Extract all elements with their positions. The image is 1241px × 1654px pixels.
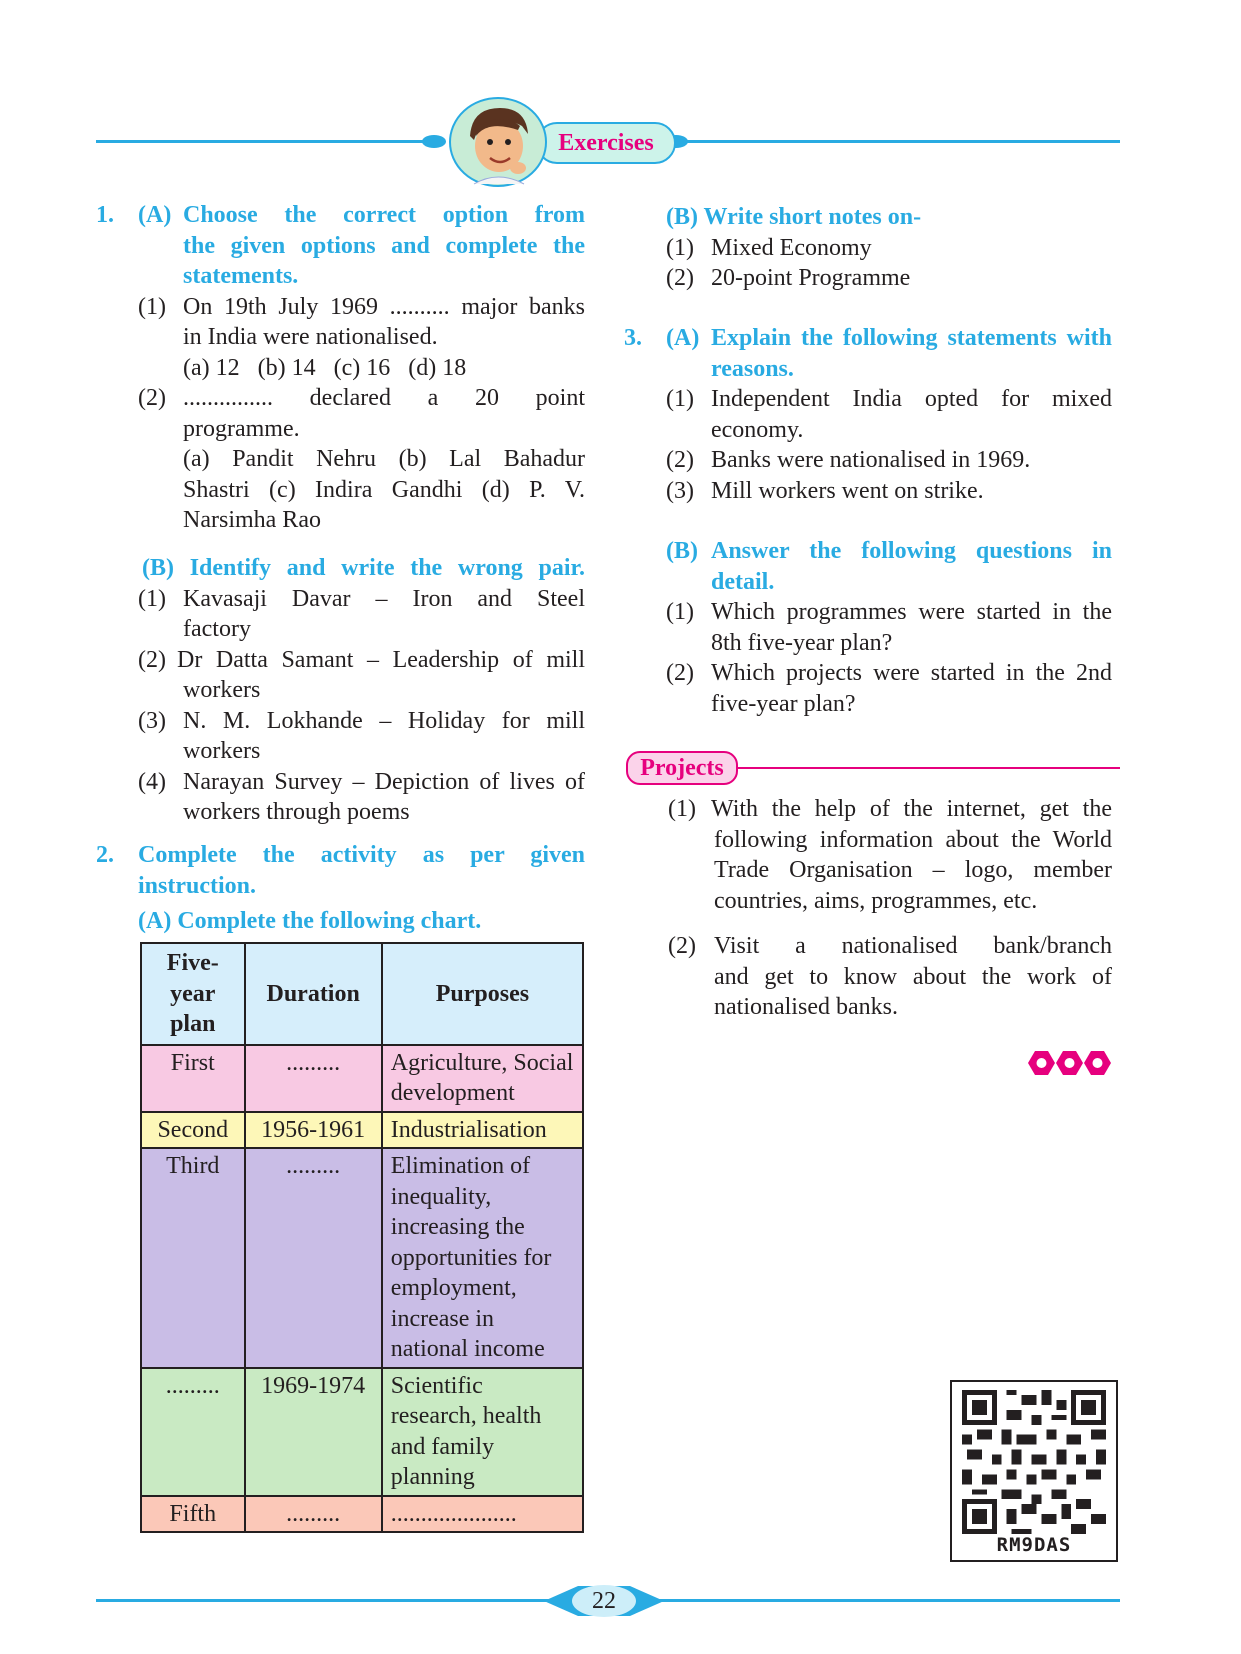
q2-line-2: instruction.: [138, 872, 257, 899]
q1b-item-3-line-2: workers: [183, 738, 261, 764]
q1-item-2-line-4: Shastri (c) Indira Gandhi (d) P. V.: [183, 476, 585, 503]
q1b-heading: (B) Identify and write the wrong pair.: [142, 555, 585, 581]
purpose-cell: Industrialisation: [382, 1112, 583, 1149]
q1-item-1-line-2: in India were nationalised.: [183, 324, 438, 350]
project-1-line-3: Trade Organisation – logo, member: [714, 857, 1112, 883]
plan-cell: .........: [141, 1368, 245, 1496]
purpose-cell: Elimination of inequality, increasing the opportunities for employment, increase in national income: [382, 1148, 583, 1368]
q1-item-2-line-1: ............... declared a 20 point: [183, 385, 585, 411]
q1b-item-3-number: (3): [138, 707, 166, 734]
q3a-item-1-line-2: economy.: [711, 416, 804, 443]
q2b-item-1-text: Mixed Economy: [711, 234, 872, 261]
project-1-line-1: With the help of the internet, get the: [711, 796, 1112, 822]
q1-item-2-line-3: (a) Pandit Nehru (b) Lal Bahadur: [183, 446, 585, 472]
q3b-line-1: Answer the following questions in: [711, 538, 1112, 564]
footer-rule-right: [650, 1599, 1120, 1602]
purpose-cell: Agriculture, Social development: [382, 1045, 583, 1112]
qr-code[interactable]: [950, 1380, 1118, 1562]
q3a-item-1-line-1: Independent India opted for mixed: [711, 386, 1112, 412]
plan-cell: Fifth: [141, 1496, 245, 1533]
q1b-item-4-number: (4): [138, 768, 166, 795]
plan-cell: Second: [141, 1112, 245, 1149]
table-row: [141, 1112, 583, 1149]
page-number: 22: [592, 1588, 616, 1614]
q1-item-2-line-2: programme.: [183, 415, 300, 442]
q1-item-2-line-5: Narsimha Rao: [183, 507, 321, 533]
q1-item-1-options: (a) 12 (b) 14 (c) 16 (d) 18: [183, 354, 467, 381]
q1b-item-2-number: (2): [138, 646, 166, 673]
table-header-row: [141, 943, 583, 1045]
q3b-item-1-line-1: Which programmes were started in the: [711, 599, 1112, 625]
project-2-line-1: Visit a nationalised bank/branch: [714, 933, 1112, 959]
q3b-item-2-line-1: Which projects were started in the 2nd: [711, 660, 1112, 686]
q3b-item-2-number: (2): [666, 660, 694, 686]
header-rule-right: [680, 140, 1120, 143]
duration-cell: 1969-1974: [245, 1368, 382, 1496]
q1b-item-1-line-1: Kavasaji Davar – Iron and Steel: [183, 585, 585, 612]
q3-number: 3.: [624, 325, 642, 351]
q3a-label: (A): [666, 325, 700, 351]
purpose-cell: Scientific research, health and family planning: [382, 1368, 583, 1496]
q1b-item-1-line-2: factory: [183, 616, 251, 642]
q3a-line-1: Explain the following statements with: [711, 325, 1112, 351]
q2-number: 2.: [96, 842, 114, 868]
q2b-item-2-number: (2): [666, 265, 694, 291]
q1b-item-4-line-2: workers through poems: [183, 799, 410, 825]
project-1-number: (1): [668, 796, 696, 822]
q1a-line-3: statements.: [183, 263, 299, 289]
q1b-item-1-number: (1): [138, 585, 166, 612]
q1b-item-3-line-1: N. M. Lokhande – Holiday for mill: [183, 707, 585, 734]
duration-cell: 1956-1961: [245, 1112, 382, 1149]
duration-cell: .........: [245, 1045, 382, 1112]
project-2-line-2: and get to know about the work of: [714, 963, 1112, 990]
q1b-item-4-line-1: Narayan Survey – Depiction of lives of: [183, 768, 585, 795]
header-rule-left: [96, 140, 426, 143]
q3b-item-1-number: (1): [666, 599, 694, 625]
q3a-item-2-line-1: Banks were nationalised in 1969.: [711, 447, 1031, 473]
q1b-item-2-line-2: workers: [183, 677, 261, 703]
projects-rule: [736, 767, 1120, 769]
plan-cell: First: [141, 1045, 245, 1112]
header-rule-end-left: [422, 135, 446, 148]
qr-code-label: RM9DAS: [996, 1534, 1072, 1556]
q3a-item-1-number: (1): [666, 386, 694, 412]
q1a-line-2: the given options and complete the: [183, 232, 585, 259]
q2b-heading: (B) Write short notes on-: [666, 204, 922, 230]
table-row: [141, 1045, 583, 1112]
q3a-item-2-number: (2): [666, 447, 694, 473]
project-1-line-2: following information about the World: [714, 826, 1112, 853]
qr-code-icon: [962, 1390, 1106, 1534]
boy-mascot-icon: [448, 96, 548, 188]
table-row: [141, 1148, 583, 1368]
q1-item-2-number: (2): [138, 385, 166, 411]
q1-item-1-number: (1): [138, 293, 166, 320]
exercises-badge: Exercises: [536, 122, 676, 164]
q3a-item-3-line-1: Mill workers went on strike.: [711, 477, 984, 504]
q1b-item-2-line-1: Dr Datta Samant – Leadership of mill: [177, 646, 585, 673]
q2-line-1: Complete the activity as per given: [138, 842, 585, 868]
q1-number: 1.: [96, 202, 114, 228]
q2b-item-1-number: (1): [666, 234, 694, 261]
footer-rule-left: [96, 1599, 558, 1602]
project-2-number: (2): [668, 933, 696, 959]
hexagon-ornament-icon: [1026, 1048, 1116, 1078]
duration-cell: .........: [245, 1496, 382, 1533]
q2a-heading: (A) Complete the following chart.: [138, 908, 482, 934]
q3b-item-1-line-2: 8th five-year plan?: [711, 629, 893, 656]
table-row: [141, 1496, 583, 1533]
q1-item-1-line-1: On 19th July 1969 .......... major banks: [183, 293, 585, 320]
five-year-plan-table: [140, 942, 584, 1533]
q3b-line-2: detail.: [711, 568, 775, 595]
projects-badge: Projects: [626, 751, 738, 785]
duration-cell: .........: [245, 1148, 382, 1368]
header-five-year-plan: Five-year plan: [141, 943, 245, 1045]
table-row: [141, 1368, 583, 1496]
project-1-line-4: countries, aims, programmes, etc.: [714, 887, 1038, 914]
q3a-line-2: reasons.: [711, 355, 794, 382]
purpose-cell: .....................: [382, 1496, 583, 1533]
q3b-item-2-line-2: five-year plan?: [711, 690, 856, 717]
project-2-line-3: nationalised banks.: [714, 994, 898, 1020]
q2b-item-2-text: 20-point Programme: [711, 265, 911, 291]
q1a-label: (A): [138, 202, 172, 228]
q3b-label: (B): [666, 538, 698, 564]
plan-cell: Third: [141, 1148, 245, 1368]
header-duration: Duration: [245, 943, 382, 1045]
header-purposes: Purposes: [382, 943, 583, 1045]
q1a-line-1: Choose the correct option from: [183, 202, 585, 228]
q3a-item-3-number: (3): [666, 477, 694, 504]
